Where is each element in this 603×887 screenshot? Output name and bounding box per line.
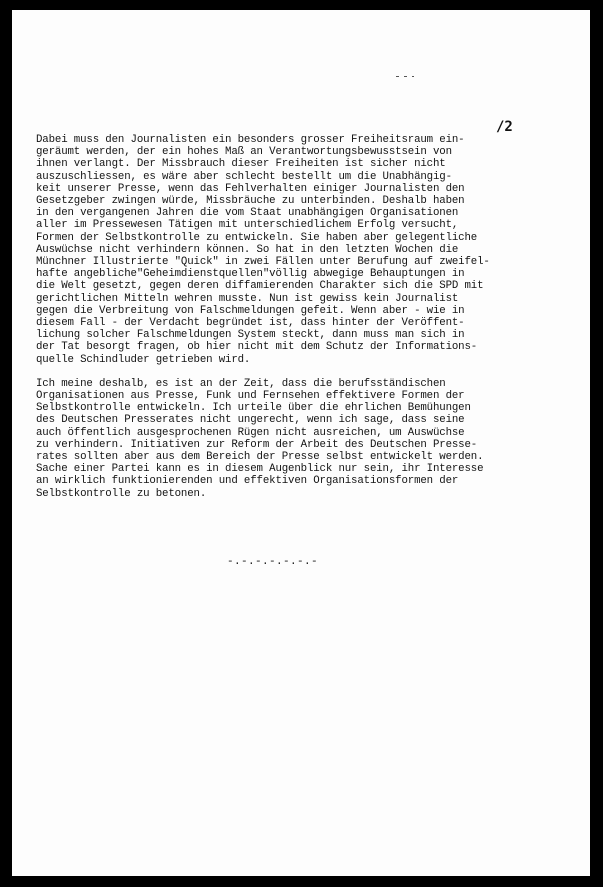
text-line: des Deutschen Presserates nicht ungerecht, wenn ich sage, dass seine <box>36 414 465 427</box>
text-line: geräumt werden, der ein hohes Maß an Verantwortungsbewusstsein von <box>36 146 452 159</box>
scan-speck <box>412 76 414 77</box>
text-line: Selbstkontrolle zu betonen. <box>36 487 207 500</box>
text-line: an wirklich funktionierenden und effektiven Organisationsformen der <box>36 475 459 488</box>
text-line: Formen der Selbstkontrolle zu entwickeln. Sie haben aber gelegentliche <box>36 231 478 244</box>
text-line: gerichtlichen Mitteln wehren musste. Nun ist gewiss kein Journalist <box>36 292 459 305</box>
paragraph-2 <box>36 378 576 500</box>
document-page <box>12 10 590 876</box>
text-line: Auswüchse nicht verhindern können. So hat in den letzten Wochen die <box>36 243 459 256</box>
text-line: hafte angebliche"Geheimdienstquellen"völlig abwegige Behauptungen in <box>36 268 465 281</box>
text-line: aller im Pressewesen Tätigen mit unterschiedlichem Erfolg versucht, <box>36 219 459 232</box>
text-line: ihnen verlangt. Der Missbrauch dieser Freiheiten ist sicher nicht <box>36 158 446 171</box>
paragraph-1 <box>36 134 576 366</box>
text-line: Gesetzgeber zwingen würde, Missbräuche zu unterbinden. Deshalb haben <box>36 195 465 208</box>
text-line: Dabei muss den Journalisten ein besonders grosser Freiheitsraum ein- <box>36 134 465 146</box>
text-line: Münchner Illustrierte "Quick" in zwei Fällen unter Berufung auf zweifel- <box>36 256 490 269</box>
closing-mark: -.-.-.-.-.-.- <box>227 556 319 568</box>
text-line: keit unserer Presse, wenn das Fehlverhalten einiger Journalisten den <box>36 182 465 195</box>
scan-speck <box>404 76 407 77</box>
text-line: auszuschliessen, es wäre aber schlecht bestellt um die Unabhängig- <box>36 170 452 183</box>
text-line: Ich meine deshalb, es ist an der Zeit, dass die berufsständischen <box>36 377 446 390</box>
text-line: rates sollten aber aus dem Bereich der Presse selbst entwickelt werden. <box>36 451 484 464</box>
text-line: Organisationen aus Presse, Funk und Fernsehen effektivere Formen der <box>36 390 465 403</box>
scan-speck <box>396 76 399 77</box>
text-line: die Welt gesetzt, gegen deren diffamierenden Charakter sich die SPD mit <box>36 280 484 293</box>
paragraph-gap <box>36 366 576 378</box>
text-line: Selbstkontrolle entwickeln. Ich urteile über die ehrlichen Bemühungen <box>36 402 471 415</box>
text-line: lichung solcher Falschmeldungen System steckt, dann muss man sich in <box>36 329 465 342</box>
text-line: quelle Schindluder getrieben wird. <box>36 353 251 366</box>
text-line: in den vergangenen Jahren die vom Staat unabhängigen Organisationen <box>36 207 459 220</box>
page-number: /2 <box>496 119 513 135</box>
text-line: gegen die Verbreitung von Falschmeldungen gefeit. Wenn aber - wie in <box>36 304 465 317</box>
text-line: der Tat besorgt fragen, ob hier nicht mit dem Schutz der Informations- <box>36 341 478 354</box>
text-line: diesem Fall - der Verdacht begründet ist, dass hinter der Veröffent- <box>36 317 465 330</box>
text-line: zu verhindern. Initiativen zur Reform der Arbeit des Deutschen Presse- <box>36 438 478 451</box>
body-text <box>36 134 576 500</box>
text-line: auch öffentlich ausgesprochenen Rügen nicht ausreichen, um Auswüchse <box>36 426 465 439</box>
text-line: Sache einer Partei kann es in diesem Augenblick nur sein, ihr Interesse <box>36 463 484 476</box>
